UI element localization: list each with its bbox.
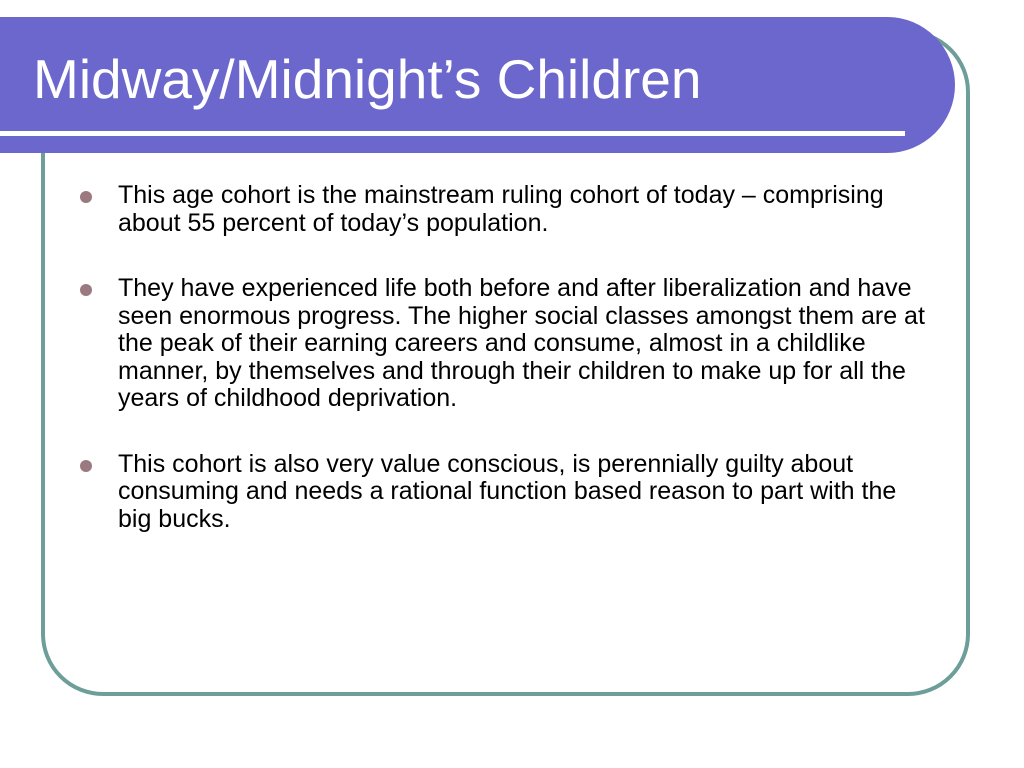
bullet-dot-icon [80,191,92,203]
bullet-text: This cohort is also very value conscious, is perennially guilty about consuming and needs a rational function based reason to part with the big bucks. [118,449,897,533]
bullet-dot-icon [80,284,92,296]
title-underline [0,131,905,136]
bullet-text: They have experienced life both before and after liberalization and have seen enormous progress. The higher social classes amongst them are at the peak of their earning careers and consume, almost in a childlike manner, by themselves and through their children to make up for all the years of childhood deprivation. [118,274,925,412]
bullet-item [80,451,930,534]
slide-title: Midway/Midnight’s Children [33,48,702,110]
bullet-list [80,182,930,571]
bullet-dot-icon [80,460,92,472]
bullet-item [80,275,930,413]
bullet-item [80,182,930,237]
bullet-text: This age cohort is the mainstream ruling cohort of today – comprising about 55 percent of today’s population. [118,181,884,237]
